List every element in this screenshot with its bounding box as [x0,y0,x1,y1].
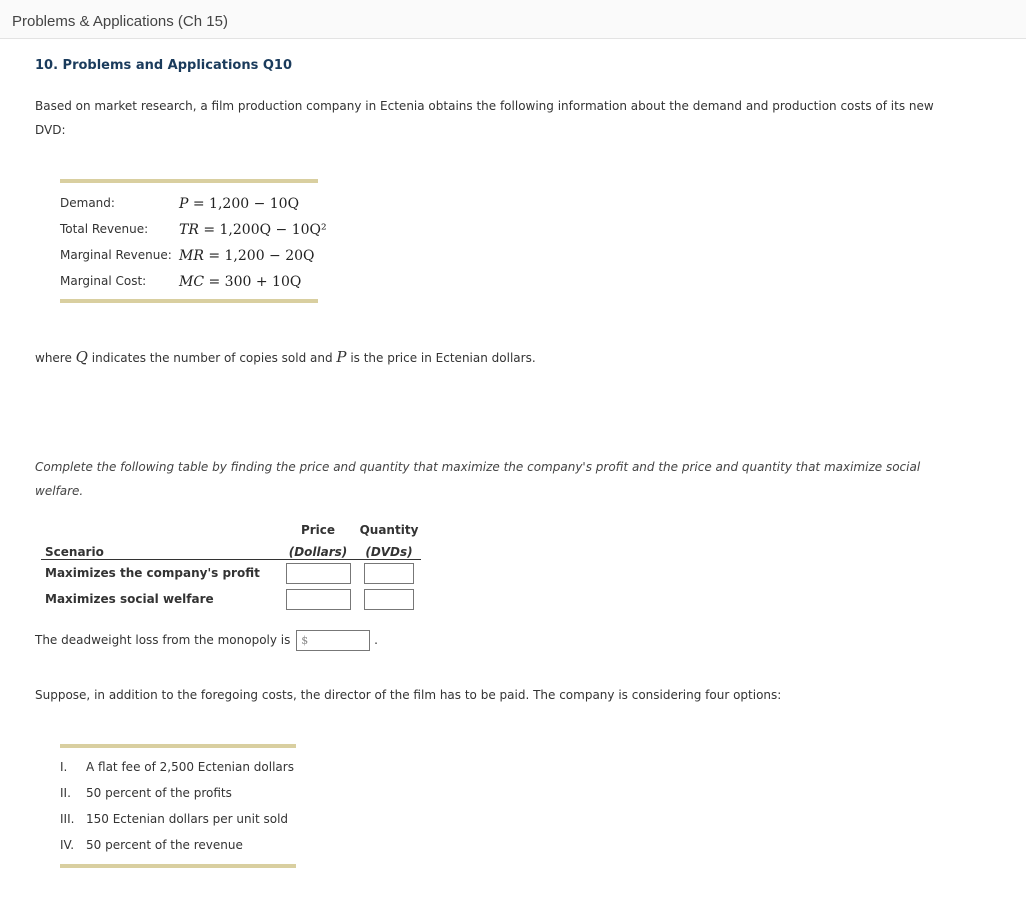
equation-label: Demand: [60,196,115,210]
equation-formula: MR = 1,200 − 20Q [179,248,315,264]
equation-formula: MC = 300 + 10Q [179,274,302,290]
equation-formula: P = 1,200 − 10Q [179,196,300,212]
question-title: 10. Problems and Applications Q10 [35,58,292,73]
list-item: IV. 50 percent of the revenue [60,838,243,852]
welfare-quantity-input[interactable] [364,589,414,610]
equation-label: Total Revenue: [60,222,149,236]
profit-quantity-input[interactable] [364,563,414,584]
quantity-unit-header: (DVDs) [357,537,421,560]
deadweight-loss-input[interactable] [296,630,370,651]
instruction-text: Complete the following table by finding the price and quantity that maximize the company's profit and the price and quantity that maximize social welfare. [35,460,921,498]
deadweight-loss-text: The deadweight loss from the monopoly is [35,633,291,647]
equation-formula: TR = 1,200Q − 10Q² [179,222,327,238]
table-row [41,560,421,587]
welfare-price-input[interactable] [286,589,351,610]
equation-label: Marginal Revenue: [60,248,172,262]
list-item: III. 150 Ectenian dollars per unit sold [60,812,289,826]
top-bar [0,0,1026,39]
variable-definition: where Q indicates the number of copies sold and P is the price in Ectenian dollars. [35,348,536,366]
variable-p: P [336,348,347,366]
scenario-label: Maximizes social welfare [45,592,214,606]
options-box [60,744,296,868]
equation-label: Marginal Cost: [60,274,147,288]
price-header: Price [300,523,336,537]
assignment-title: Problems & Applications (Ch 15) [12,13,228,30]
variable-q: Q [75,348,88,366]
currency-symbol: $ [301,634,309,647]
price-unit-header: (Dollars) [279,537,357,560]
equations-box [60,179,327,303]
scenario-header: Scenario [41,537,279,560]
scenario-label: Maximizes the company's profit [45,566,260,580]
table-row [41,586,421,612]
question-intro: Based on market research, a film production company in Ectenia obtains the following information about the demand and production costs of its new DVD: [35,99,934,137]
profit-price-input[interactable] [286,563,351,584]
list-item: II. 50 percent of the profits [60,786,232,800]
suppose-text: Suppose, in addition to the foregoing costs, the director of the film has to be paid. The company is considering four options: [35,688,782,702]
quantity-header: Quantity [359,523,419,537]
sentence-period: . [374,633,378,647]
deadweight-loss-question [35,630,378,651]
answer-table [41,515,421,612]
list-item: I. A flat fee of 2,500 Ectenian dollars [60,760,294,774]
